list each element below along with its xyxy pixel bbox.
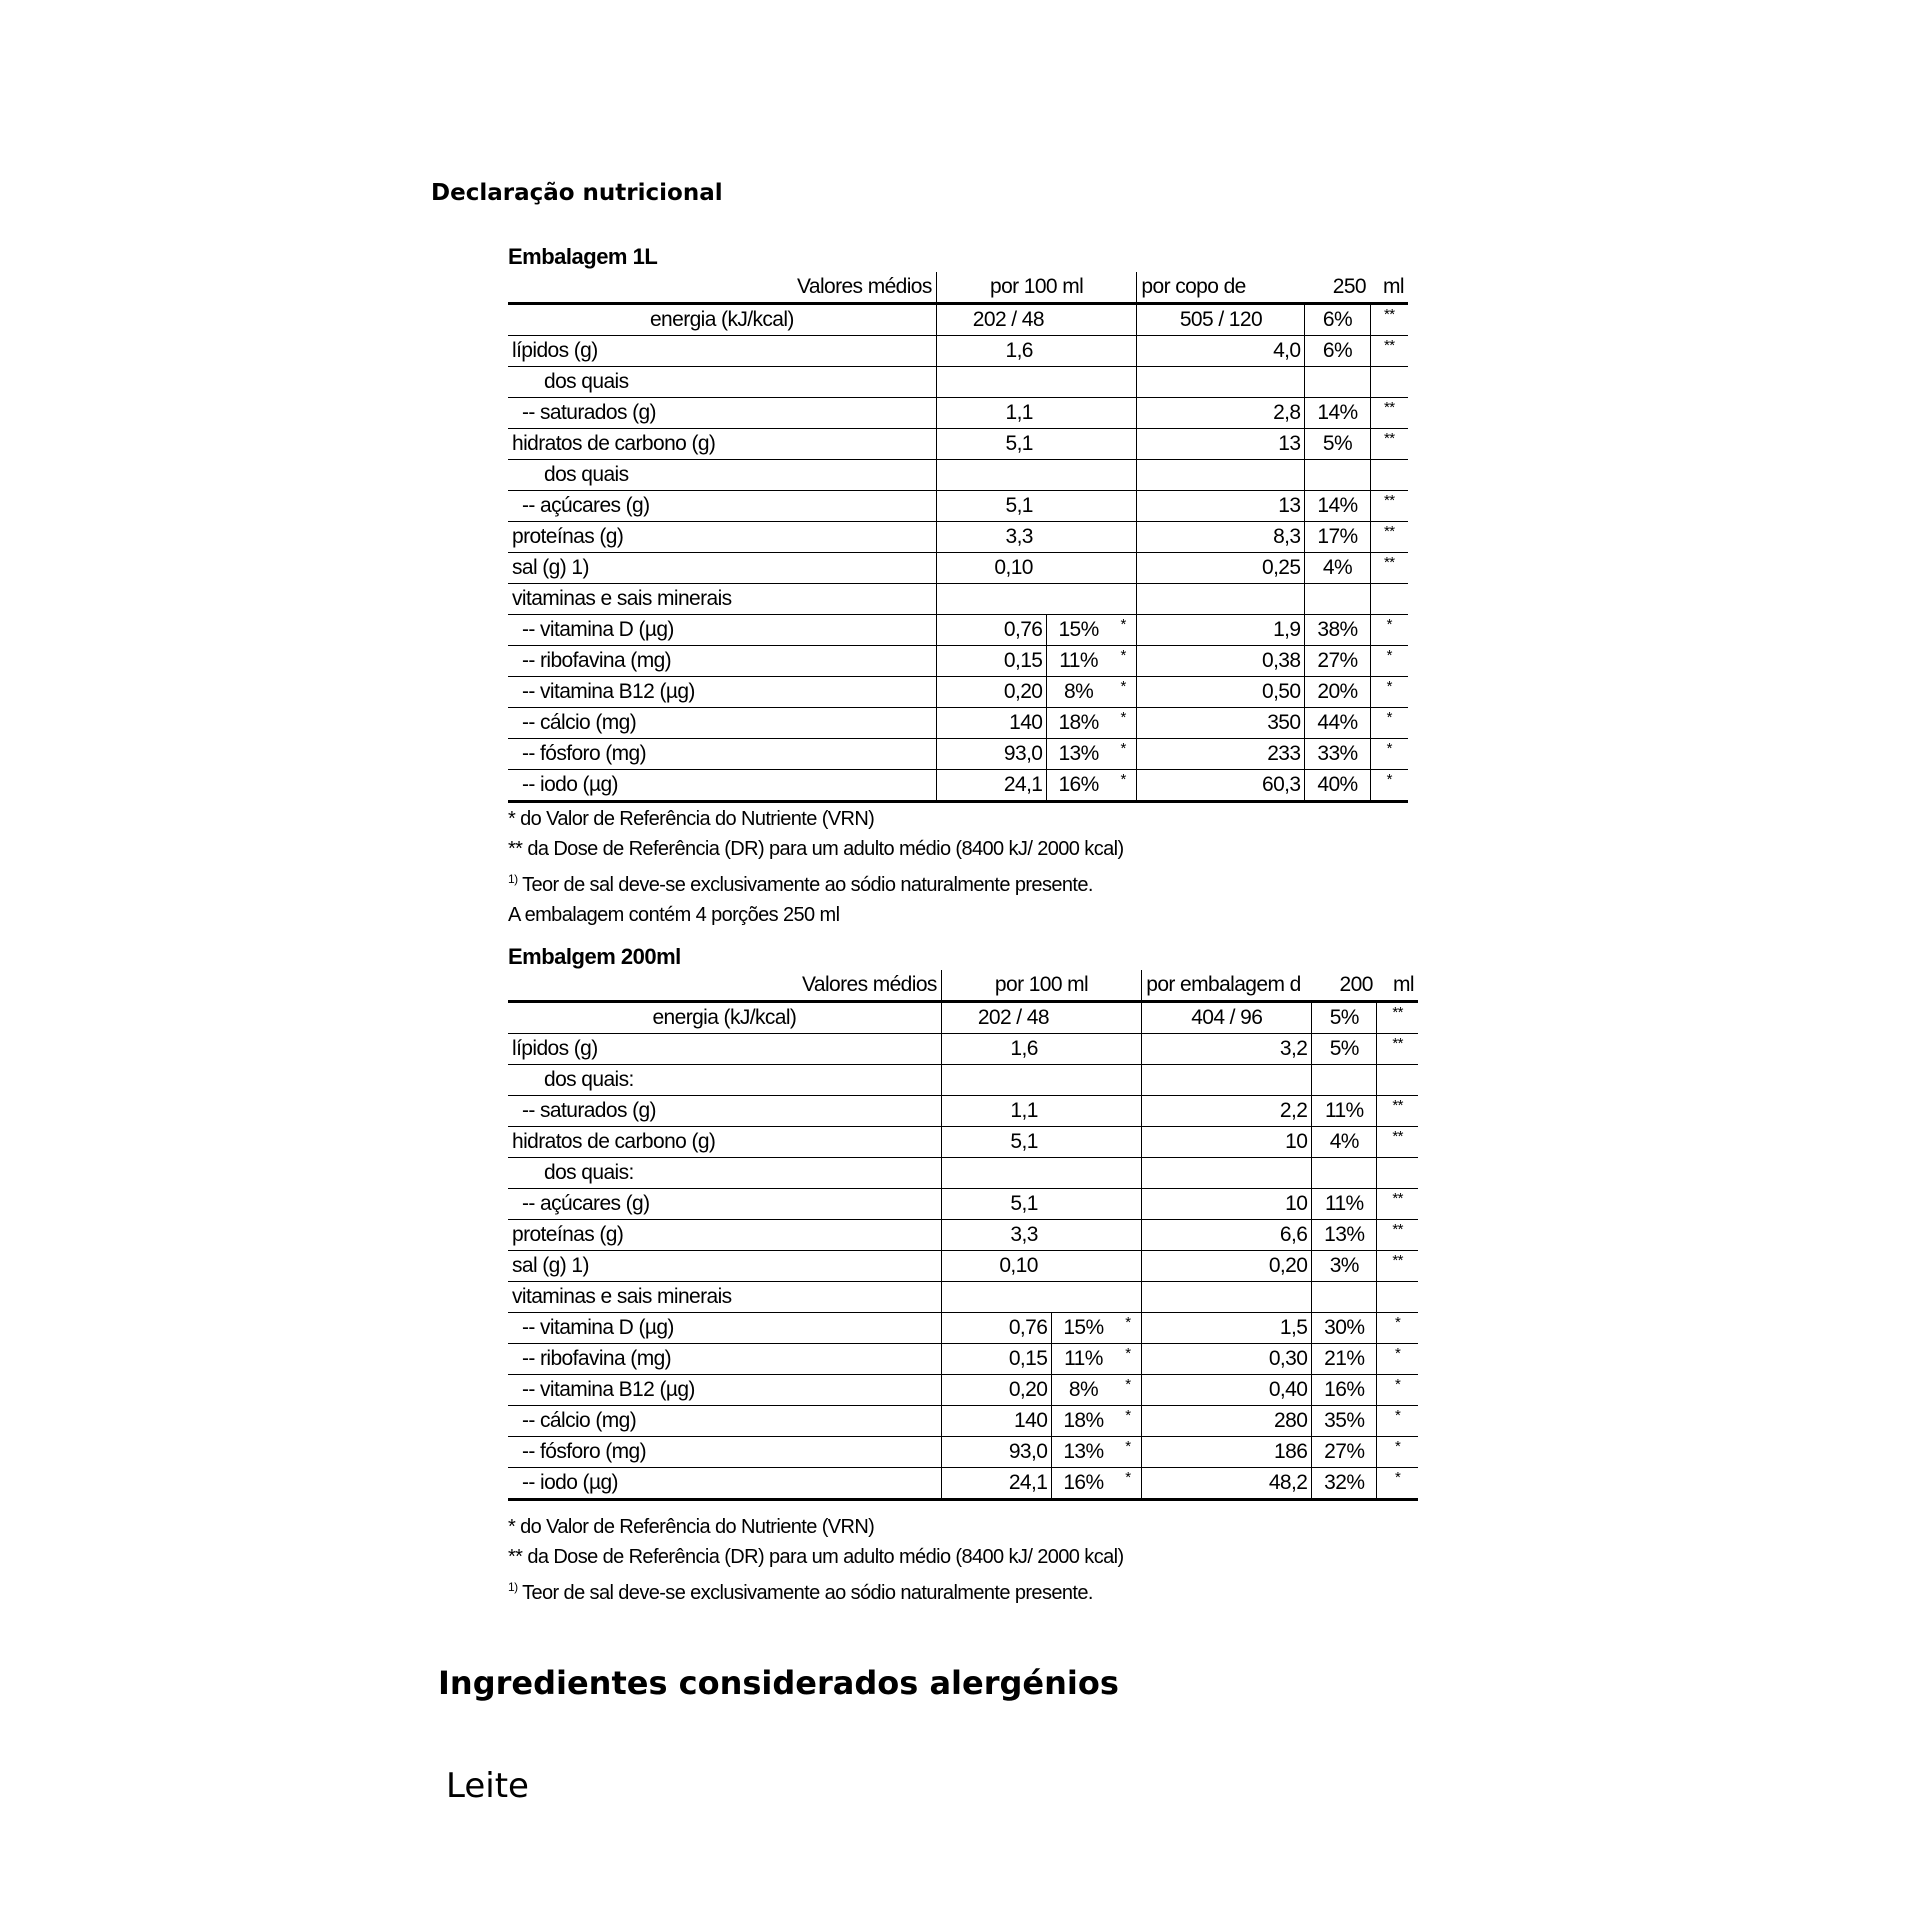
serving-mark: ** [1377, 1127, 1418, 1158]
serving-pct [1305, 584, 1370, 615]
serving-pct [1312, 1282, 1377, 1313]
table-row [508, 1220, 1418, 1251]
row-label: proteínas (g) [508, 1220, 941, 1251]
per-100ml-value: 1,1 [936, 398, 1047, 429]
serving-mark [1370, 584, 1408, 615]
serving-pct: 11% [1312, 1189, 1377, 1220]
serving-value: 6,6 [1142, 1220, 1312, 1251]
per-100ml-mark [1110, 336, 1137, 367]
per-100ml-pct [1052, 1189, 1115, 1220]
serving-value: 0,30 [1142, 1344, 1312, 1375]
per-100ml-value: 24,1 [941, 1468, 1051, 1500]
serving-mark: ** [1370, 429, 1408, 460]
per-100ml-pct: 11% [1047, 646, 1110, 677]
row-label: -- vitamina D (µg) [508, 615, 936, 646]
row-label: energia (kJ/kcal) [508, 304, 936, 336]
serving-mark: * [1377, 1313, 1418, 1344]
table-row [508, 739, 1408, 770]
allergens-heading: Ingredientes considerados alergénios [438, 1664, 1119, 1702]
table-row [508, 522, 1408, 553]
footnote [508, 1542, 1124, 1572]
per-100ml-value [936, 367, 1047, 398]
serving-pct: 14% [1305, 398, 1370, 429]
energy-serving: 404 / 96 [1142, 1002, 1312, 1034]
serving-value: 3,2 [1142, 1034, 1312, 1065]
table-row-energy [508, 304, 1408, 336]
energy-per-100ml: 202 / 48 [936, 304, 1137, 336]
table-header-row [508, 272, 1408, 304]
serving-mark [1370, 367, 1408, 398]
header-serving-unit: ml [1377, 970, 1418, 1002]
row-label: -- ribofavina (mg) [508, 1344, 941, 1375]
row-label: hidratos de carbono (g) [508, 429, 936, 460]
serving-mark: ** [1370, 491, 1408, 522]
serving-value [1137, 367, 1305, 398]
per-100ml-mark [1110, 553, 1137, 584]
per-100ml-pct: 8% [1047, 677, 1110, 708]
serving-pct: 3% [1312, 1251, 1377, 1282]
header-per-100ml: por 100 ml [936, 272, 1137, 304]
per-100ml-mark: * [1115, 1313, 1142, 1344]
serving-mark: ** [1377, 1220, 1418, 1251]
serving-pct: 13% [1312, 1220, 1377, 1251]
serving-pct [1312, 1065, 1377, 1096]
per-100ml-mark: * [1110, 615, 1137, 646]
row-label: dos quais: [508, 1065, 941, 1096]
allergen-item: Leite [446, 1766, 529, 1806]
serving-pct: 4% [1305, 553, 1370, 584]
per-100ml-value [941, 1158, 1051, 1189]
row-label: sal (g) 1) [508, 1251, 941, 1282]
serving-pct: 27% [1312, 1437, 1377, 1468]
row-label: -- fósforo (mg) [508, 1437, 941, 1468]
per-100ml-value [936, 584, 1047, 615]
footnote-text: * do Valor de Referência do Nutriente (VRN) [508, 1516, 875, 1538]
per-100ml-value: 0,20 [941, 1375, 1051, 1406]
row-label: -- cálcio (mg) [508, 708, 936, 739]
serving-pct: 35% [1312, 1406, 1377, 1437]
footnote [508, 1572, 1124, 1608]
per-100ml-pct [1052, 1034, 1115, 1065]
per-100ml-value: 5,1 [941, 1189, 1051, 1220]
serving-mark: * [1370, 646, 1408, 677]
row-label: -- açúcares (g) [508, 1189, 941, 1220]
per-100ml-pct [1047, 553, 1110, 584]
row-label: -- vitamina B12 (µg) [508, 1375, 941, 1406]
table-row [508, 1065, 1418, 1096]
serving-value: 0,50 [1137, 677, 1305, 708]
table-header-row [508, 970, 1418, 1002]
per-100ml-pct: 18% [1047, 708, 1110, 739]
serving-value [1137, 460, 1305, 491]
table-row [508, 1127, 1418, 1158]
per-100ml-pct: 16% [1047, 770, 1110, 802]
serving-mark: * [1370, 739, 1408, 770]
per-100ml-value: 3,3 [936, 522, 1047, 553]
serving-value: 13 [1137, 491, 1305, 522]
energy-serving: 505 / 120 [1137, 304, 1305, 336]
per-100ml-value: 3,3 [941, 1220, 1051, 1251]
table-row [508, 336, 1408, 367]
table-row [508, 1313, 1418, 1344]
per-100ml-mark [1115, 1282, 1142, 1313]
per-100ml-mark [1115, 1065, 1142, 1096]
serving-pct: 27% [1305, 646, 1370, 677]
serving-value: 13 [1137, 429, 1305, 460]
row-label: -- iodo (µg) [508, 1468, 941, 1500]
table-row [508, 553, 1408, 584]
serving-pct: 17% [1305, 522, 1370, 553]
per-100ml-value [941, 1282, 1051, 1313]
table-row [508, 398, 1408, 429]
serving-mark: ** [1377, 1251, 1418, 1282]
row-label: lípidos (g) [508, 1034, 941, 1065]
per-100ml-pct [1052, 1220, 1115, 1251]
serving-value [1142, 1158, 1312, 1189]
per-100ml-value: 1,6 [941, 1034, 1051, 1065]
serving-mark: * [1370, 615, 1408, 646]
serving-mark: ** [1377, 1189, 1418, 1220]
per-100ml-value: 0,10 [941, 1251, 1051, 1282]
per-100ml-mark: * [1115, 1468, 1142, 1500]
serving-value: 2,8 [1137, 398, 1305, 429]
per-100ml-mark: * [1115, 1437, 1142, 1468]
serving-pct: 4% [1312, 1127, 1377, 1158]
serving-mark [1377, 1158, 1418, 1189]
serving-value: 10 [1142, 1189, 1312, 1220]
serving-value: 1,9 [1137, 615, 1305, 646]
row-label: lípidos (g) [508, 336, 936, 367]
table-row [508, 615, 1408, 646]
table-row [508, 1344, 1418, 1375]
per-100ml-mark: * [1115, 1375, 1142, 1406]
row-label: hidratos de carbono (g) [508, 1127, 941, 1158]
serving-mark [1377, 1282, 1418, 1313]
serving-value: 0,38 [1137, 646, 1305, 677]
table-row-energy [508, 1002, 1418, 1034]
per-100ml-pct [1052, 1282, 1115, 1313]
serving-pct: 14% [1305, 491, 1370, 522]
per-100ml-mark: * [1110, 677, 1137, 708]
per-100ml-pct [1047, 429, 1110, 460]
table-row [508, 646, 1408, 677]
row-label: -- fósforo (mg) [508, 739, 936, 770]
per-100ml-value [936, 460, 1047, 491]
per-100ml-value: 93,0 [936, 739, 1047, 770]
per-100ml-value: 140 [941, 1406, 1051, 1437]
serving-value: 48,2 [1142, 1468, 1312, 1500]
row-label: -- açúcares (g) [508, 491, 936, 522]
per-100ml-pct: 11% [1052, 1344, 1115, 1375]
per-100ml-value: 0,76 [936, 615, 1047, 646]
per-100ml-value: 5,1 [936, 491, 1047, 522]
table-row [508, 1375, 1418, 1406]
per-100ml-mark: * [1115, 1406, 1142, 1437]
footnote [508, 1512, 1124, 1542]
per-100ml-value: 1,1 [941, 1096, 1051, 1127]
per-100ml-pct: 13% [1052, 1437, 1115, 1468]
header-per-100ml: por 100 ml [941, 970, 1141, 1002]
footnote-text: Teor de sal deve-se exclusivamente ao sódio naturalmente presente. [517, 874, 1093, 896]
per-100ml-mark [1115, 1220, 1142, 1251]
serving-value: 4,0 [1137, 336, 1305, 367]
serving-value: 186 [1142, 1437, 1312, 1468]
serving-mark: * [1377, 1437, 1418, 1468]
table-row [508, 1034, 1418, 1065]
serving-pct: 21% [1312, 1344, 1377, 1375]
header-label: Valores médios [508, 970, 941, 1002]
footnote [508, 834, 1124, 864]
serving-mark: * [1377, 1375, 1418, 1406]
serving-pct: 44% [1305, 708, 1370, 739]
serving-mark: ** [1370, 336, 1408, 367]
serving-mark: ** [1370, 398, 1408, 429]
per-100ml-pct [1052, 1096, 1115, 1127]
footnote-text: ** da Dose de Referência (DR) para um adulto médio (8400 kJ/ 2000 kcal) [508, 838, 1124, 860]
footnotes-200ml [508, 1512, 1124, 1608]
table-row [508, 677, 1408, 708]
serving-pct: 6% [1305, 336, 1370, 367]
per-100ml-value: 5,1 [936, 429, 1047, 460]
row-label: proteínas (g) [508, 522, 936, 553]
per-100ml-pct [1052, 1251, 1115, 1282]
row-label: -- saturados (g) [508, 398, 936, 429]
per-100ml-pct: 13% [1047, 739, 1110, 770]
per-100ml-mark [1110, 491, 1137, 522]
table-row [508, 1096, 1418, 1127]
per-100ml-value [941, 1065, 1051, 1096]
per-100ml-mark [1110, 429, 1137, 460]
footnote-text: ** da Dose de Referência (DR) para um adulto médio (8400 kJ/ 2000 kcal) [508, 1546, 1124, 1568]
per-100ml-mark [1115, 1189, 1142, 1220]
table-row [508, 367, 1408, 398]
per-100ml-value: 93,0 [941, 1437, 1051, 1468]
serving-value: 280 [1142, 1406, 1312, 1437]
energy-mark: ** [1370, 304, 1408, 336]
serving-value: 2,2 [1142, 1096, 1312, 1127]
row-label: -- cálcio (mg) [508, 1406, 941, 1437]
serving-mark: * [1377, 1406, 1418, 1437]
per-100ml-mark [1110, 367, 1137, 398]
table-row [508, 491, 1408, 522]
energy-pct: 5% [1312, 1002, 1377, 1034]
row-label: -- vitamina D (µg) [508, 1313, 941, 1344]
row-label: -- ribofavina (mg) [508, 646, 936, 677]
serving-mark: ** [1377, 1096, 1418, 1127]
serving-pct: 30% [1312, 1313, 1377, 1344]
serving-pct [1305, 460, 1370, 491]
serving-pct [1312, 1158, 1377, 1189]
serving-mark: ** [1370, 522, 1408, 553]
row-label: energia (kJ/kcal) [508, 1002, 941, 1034]
per-100ml-pct [1047, 491, 1110, 522]
per-100ml-pct [1047, 460, 1110, 491]
per-100ml-value: 0,15 [941, 1344, 1051, 1375]
row-label: dos quais [508, 367, 936, 398]
serving-value: 1,5 [1142, 1313, 1312, 1344]
per-100ml-pct: 15% [1047, 615, 1110, 646]
per-100ml-pct [1052, 1127, 1115, 1158]
per-100ml-mark: * [1110, 646, 1137, 677]
per-100ml-mark: * [1110, 739, 1137, 770]
row-label: -- vitamina B12 (µg) [508, 677, 936, 708]
row-label: sal (g) 1) [508, 553, 936, 584]
serving-mark: * [1370, 708, 1408, 739]
serving-pct: 16% [1312, 1375, 1377, 1406]
energy-per-100ml: 202 / 48 [941, 1002, 1141, 1034]
row-label: -- saturados (g) [508, 1096, 941, 1127]
nutrition-table-200ml [508, 970, 1418, 1501]
nutrition-table-1l [508, 272, 1408, 803]
serving-pct: 38% [1305, 615, 1370, 646]
header-serving-qty: 200 [1312, 970, 1377, 1002]
row-label: vitaminas e sais minerais [508, 1282, 941, 1313]
per-100ml-mark: * [1110, 770, 1137, 802]
serving-pct: 5% [1305, 429, 1370, 460]
table-row [508, 584, 1408, 615]
serving-pct: 33% [1305, 739, 1370, 770]
serving-value [1142, 1282, 1312, 1313]
table-row [508, 770, 1408, 802]
serving-pct: 32% [1312, 1468, 1377, 1500]
serving-mark: ** [1377, 1034, 1418, 1065]
per-100ml-pct: 18% [1052, 1406, 1115, 1437]
table-row [508, 1406, 1418, 1437]
table-row [508, 1251, 1418, 1282]
serving-mark [1370, 460, 1408, 491]
footnote [508, 864, 1124, 900]
header-serving-label: por copo de [1137, 272, 1305, 304]
serving-value: 60,3 [1137, 770, 1305, 802]
per-100ml-pct [1047, 522, 1110, 553]
serving-pct: 20% [1305, 677, 1370, 708]
serving-value: 0,40 [1142, 1375, 1312, 1406]
per-100ml-mark [1115, 1034, 1142, 1065]
serving-pct: 5% [1312, 1034, 1377, 1065]
per-100ml-value: 0,10 [936, 553, 1047, 584]
per-100ml-pct [1047, 367, 1110, 398]
serving-value: 8,3 [1137, 522, 1305, 553]
table-row [508, 1282, 1418, 1313]
footnote-marker: 1) [508, 1580, 518, 1594]
serving-value: 350 [1137, 708, 1305, 739]
footnote [508, 900, 1124, 930]
serving-pct: 11% [1312, 1096, 1377, 1127]
per-100ml-pct [1047, 584, 1110, 615]
energy-mark: ** [1377, 1002, 1418, 1034]
serving-mark: * [1377, 1468, 1418, 1500]
header-label: Valores médios [508, 272, 936, 304]
per-100ml-value: 0,76 [941, 1313, 1051, 1344]
serving-mark: * [1377, 1344, 1418, 1375]
serving-value: 10 [1142, 1127, 1312, 1158]
per-100ml-mark: * [1115, 1344, 1142, 1375]
per-100ml-value: 24,1 [936, 770, 1047, 802]
table-row [508, 429, 1408, 460]
per-100ml-value: 1,6 [936, 336, 1047, 367]
per-100ml-mark [1115, 1158, 1142, 1189]
serving-value [1137, 584, 1305, 615]
package-title: Embalgem 200ml [508, 944, 681, 969]
table-row [508, 708, 1408, 739]
serving-value [1142, 1065, 1312, 1096]
serving-pct [1305, 367, 1370, 398]
per-100ml-value: 0,20 [936, 677, 1047, 708]
per-100ml-mark: * [1110, 708, 1137, 739]
row-label: dos quais [508, 460, 936, 491]
table-row [508, 1158, 1418, 1189]
row-label: vitaminas e sais minerais [508, 584, 936, 615]
serving-mark [1377, 1065, 1418, 1096]
header-serving-label: por embalagem d [1142, 970, 1312, 1002]
per-100ml-mark [1110, 522, 1137, 553]
footnote-text: * do Valor de Referência do Nutriente (VRN) [508, 808, 875, 830]
serving-value: 0,25 [1137, 553, 1305, 584]
per-100ml-mark [1115, 1127, 1142, 1158]
serving-pct: 40% [1305, 770, 1370, 802]
footnote-marker: 1) [508, 872, 518, 886]
table-row [508, 1189, 1418, 1220]
table-row [508, 1468, 1418, 1500]
per-100ml-pct [1052, 1158, 1115, 1189]
per-100ml-pct [1047, 398, 1110, 429]
per-100ml-mark [1110, 584, 1137, 615]
table-row [508, 460, 1408, 491]
serving-value: 0,20 [1142, 1251, 1312, 1282]
row-label: dos quais: [508, 1158, 941, 1189]
serving-value: 233 [1137, 739, 1305, 770]
package-title: Embalagem 1L [508, 244, 658, 269]
per-100ml-mark [1115, 1251, 1142, 1282]
footnote-text: Teor de sal deve-se exclusivamente ao sódio naturalmente presente. [517, 1582, 1093, 1604]
per-100ml-value: 140 [936, 708, 1047, 739]
per-100ml-value: 0,15 [936, 646, 1047, 677]
serving-mark: * [1370, 770, 1408, 802]
per-100ml-value: 5,1 [941, 1127, 1051, 1158]
header-serving-qty: 250 [1305, 272, 1370, 304]
serving-mark: * [1370, 677, 1408, 708]
footnotes-1l [508, 804, 1124, 930]
footnote-text: A embalagem contém 4 porções 250 ml [508, 904, 840, 926]
per-100ml-pct: 16% [1052, 1468, 1115, 1500]
table-row [508, 1437, 1418, 1468]
per-100ml-mark [1115, 1096, 1142, 1127]
header-serving-unit: ml [1370, 272, 1408, 304]
per-100ml-pct: 8% [1052, 1375, 1115, 1406]
footnote [508, 804, 1124, 834]
energy-pct: 6% [1305, 304, 1370, 336]
per-100ml-pct: 15% [1052, 1313, 1115, 1344]
document-heading: Declaração nutricional [431, 180, 723, 206]
per-100ml-pct [1052, 1065, 1115, 1096]
row-label: -- iodo (µg) [508, 770, 936, 802]
per-100ml-mark [1110, 460, 1137, 491]
serving-mark: ** [1370, 553, 1408, 584]
per-100ml-pct [1047, 336, 1110, 367]
per-100ml-mark [1110, 398, 1137, 429]
